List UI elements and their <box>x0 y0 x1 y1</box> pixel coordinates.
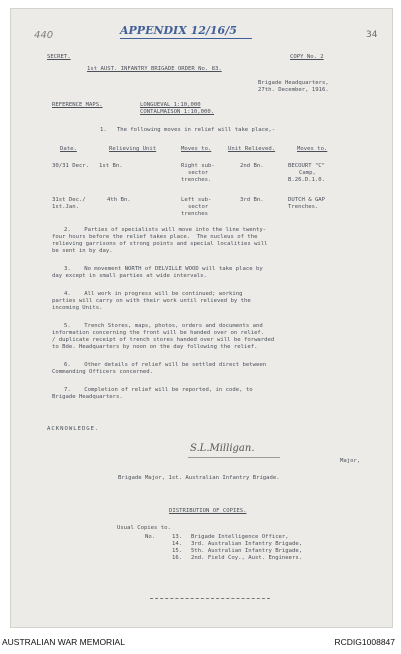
dist-no-16: 16. <box>172 555 183 561</box>
signature-title: Brigade Major, 1st. Australian Infantry Brigade. <box>118 475 280 481</box>
row2-moves-to-line1: Left sub- <box>181 197 212 203</box>
row2-relieved: 3rd Bn. <box>240 197 264 203</box>
brigade-hq: Brigade Headquarters, <box>258 80 329 86</box>
page-number-right: 34 <box>366 30 378 40</box>
acknowledge: ACKNOWLEDGE. <box>47 426 100 432</box>
signature-rank: Major, <box>340 458 361 464</box>
row2-date-line1: 31st Dec./ <box>52 197 86 203</box>
row2-moves-to-line2: sector <box>188 204 209 210</box>
dist-no-15: 15. <box>172 548 183 554</box>
col-moves-to-2: Moves to. <box>297 146 328 152</box>
intro-paragraph: 1. The following moves in relief will take place,- <box>100 127 276 133</box>
row1-moves-to-line2: sector <box>188 170 209 176</box>
footer-id: RCDIG1008847 <box>334 637 395 647</box>
dist-no-13: 13. <box>172 534 183 540</box>
row1-moves-to2-line2: Camp, <box>299 170 316 176</box>
row2-moves-to-line3: trenches <box>181 211 208 217</box>
footer-source: AUSTRALIAN WAR MEMORIAL <box>2 637 125 647</box>
dist-no-14: 14. <box>172 541 183 547</box>
handwritten-signature: S.L.Milligan. <box>190 443 255 454</box>
distribution-note: Usual Copies to. <box>117 525 171 531</box>
para7-line2: Brigade Headquarters. <box>52 394 123 400</box>
para6-line1: 6. Other details of relief will be settled direct between <box>64 362 267 368</box>
row1-moves-to2-line1: BECOURT "C" <box>288 163 326 169</box>
secret-label: SECRET. <box>47 54 71 60</box>
para2-line3: relieving garrisons of strong points and special localities will <box>52 241 268 247</box>
copy-number: COPY No. 2 <box>290 54 324 60</box>
col-moves-to: Moves to. <box>181 146 212 152</box>
para4-line2: parties will carry on with their work until relieved by the <box>52 298 251 304</box>
row2-date-line2: 1st.Jan. <box>52 204 79 210</box>
row2-moves-to2-line1: DUTCH & GAP <box>288 197 326 203</box>
appendix-underline <box>120 38 252 39</box>
row1-unit: 1st Bn. <box>99 163 123 169</box>
reference-map-2: CONTALMAISON 1:10,000. <box>140 109 215 115</box>
col-unit-relieved: Unit Relieved. <box>228 146 276 152</box>
reference-map-1: LONGUEVAL 1:10,000 <box>140 102 201 108</box>
para6-line2: Commanding Officers concerned. <box>52 369 154 375</box>
row1-moves-to-line1: Right sub- <box>181 163 215 169</box>
para2-line2: four hours before the relief takes place. The nucleus of the <box>52 234 258 240</box>
col-relieving-unit: Relieving Unit <box>109 146 157 152</box>
distribution-heading: DISTRIBUTION OF COPIES. <box>169 508 247 514</box>
para2-line4: be sent in by day. <box>52 248 113 254</box>
order-date: 27th. December, 1916. <box>258 87 329 93</box>
para4-line1: 4. All work in progress will be continued; working <box>64 291 243 297</box>
para5-line1: 5. Trench Stores, maps, photos, orders and documents and <box>64 323 263 329</box>
para5-line2: information concerning the front will be handed over on relief. <box>52 330 265 336</box>
dist-to-13: Brigade Intelligence Officer, <box>191 534 289 540</box>
para3-line2: day except in small parties at wide intervals. <box>52 273 207 279</box>
row2-unit: 4th Bn. <box>107 197 131 203</box>
dist-to-15: 5th. Australian Infantry Brigade, <box>191 548 303 554</box>
dist-to-16: 2nd. Field Coy., Aust. Engineers. <box>191 555 303 561</box>
order-title: 1st AUST. INFANTRY BRIGADE ORDER No. 83. <box>87 66 222 72</box>
page-number-left: 440 <box>34 30 54 41</box>
row1-moves-to2-line3: B.26.D.1.0. <box>288 177 326 183</box>
row1-moves-to-line3: trenches. <box>181 177 212 183</box>
row1-relieved: 2nd Bn. <box>240 163 264 169</box>
signature-line <box>188 457 280 458</box>
row1-date: 30/31 Decr. <box>52 163 90 169</box>
para5-line4: to Bde. Headquarters by noon on the day following the relief. <box>52 344 258 350</box>
para3-line1: 3. No movement NORTH of DELVILLE WOOD will take place by <box>64 266 263 272</box>
row2-moves-to2-line2: Trenches. <box>288 204 319 210</box>
reference-maps-label: REFERENCE MAPS. <box>52 102 103 108</box>
para4-line3: incoming Units. <box>52 305 103 311</box>
closing-dashed-rule <box>150 598 270 599</box>
para2-line1: 2. Parties of specialists will move into the line twenty- <box>64 227 267 233</box>
appendix-annotation: APPENDIX 12/16/5 <box>120 24 237 37</box>
dist-to-14: 3rd. Australian Infantry Brigade, <box>191 541 303 547</box>
para7-line1: 7. Completion of relief will be reported, in code, to <box>64 387 253 393</box>
col-date: Date. <box>60 146 77 152</box>
para5-line3: / duplicate receipt of trench stores handed over will be forwarded <box>52 337 275 343</box>
distribution-no-label: No. <box>145 534 156 540</box>
